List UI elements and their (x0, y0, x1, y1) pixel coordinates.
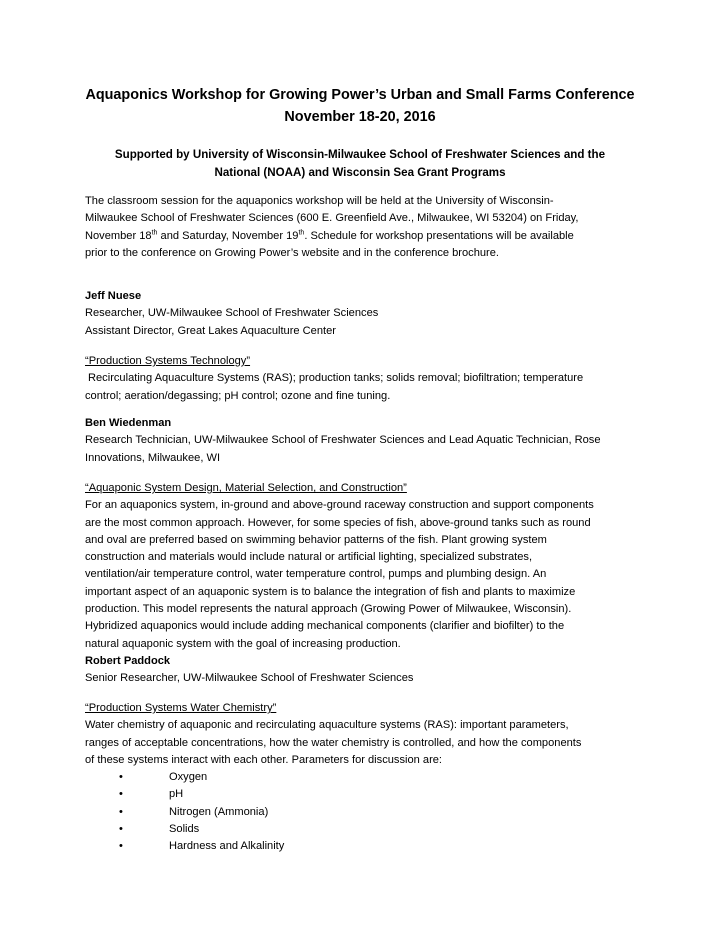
talk-title: “Aquaponic System Design, Material Selection, and Construction” (85, 482, 407, 494)
bullet-icon: • (119, 771, 123, 784)
list-item-label: Nitrogen (Ammonia) (169, 805, 269, 818)
talk-description-line: and oval are preferred based on swimming behavior patterns of the fish. Plant growing system (85, 533, 547, 546)
intro-text: November 18 (85, 229, 152, 242)
speaker-jeff-nuese (85, 288, 645, 340)
list-item (85, 804, 645, 821)
talk-description-line: ventilation/air temperature control, water temperature control, pumps and plumbing design. An (85, 568, 547, 581)
talk-description-line: construction and materials would include natural or artificial lighting, specialized substrates, (85, 551, 533, 564)
document-date: November 18-20, 2016 (284, 109, 436, 125)
list-item-label: Hardness and Alkalinity (169, 840, 285, 853)
talk-description-line: Hybridized aquaponics would include adding mechanical components (clarifier and biofilter) to the (85, 620, 565, 633)
speaker-ben-wiedenman (85, 415, 645, 467)
list-item (85, 838, 645, 855)
support-line-1: Supported by University of Wisconsin-Milwaukee School of Freshwater Sciences and the (114, 148, 606, 161)
speaker-name: Ben Wiedenman (85, 417, 172, 429)
intro-line-3 (85, 228, 645, 245)
speaker-role: Assistant Director, Great Lakes Aquaculture Center (85, 324, 336, 337)
talk-description-line: For an aquaponics system, in-ground and above-ground raceway construction and support components (85, 499, 594, 512)
speaker-name: Robert Paddock (85, 655, 171, 667)
bullet-icon: • (119, 840, 123, 853)
intro-line-1: The classroom session for the aquaponics workshop will be held at the University of Wisconsin- (85, 195, 554, 207)
speaker-role: Senior Researcher, UW-Milwaukee School of Freshwater Sciences (85, 672, 414, 685)
parameter-list (85, 769, 645, 855)
talk-description-line: production. This model represents the natural approach (Growing Power of Milwaukee, Wisconsin). (85, 603, 572, 616)
document-title: Aquaponics Workshop for Growing Power’s Urban and Small Farms Conference (85, 87, 635, 103)
talk-description-line: important aspect of an aquaponic system is to balance the integration of fish and plants to maximize (85, 585, 576, 598)
list-item (85, 786, 645, 803)
talk-description-line: Water chemistry of aquaponic and recirculating aquaculture systems (RAS): important parameters, (85, 719, 569, 732)
intro-line-2: Milwaukee School of Freshwater Sciences (600 E. Greenfield Ave., Milwaukee, WI 53204) on Friday, (85, 212, 579, 225)
list-item-label: pH (169, 788, 184, 801)
talk-title: “Production Systems Technology” (85, 355, 251, 367)
bullet-icon: • (119, 805, 123, 818)
bullet-icon: • (119, 823, 123, 836)
list-item-label: Oxygen (169, 771, 208, 784)
talk-description-line: ranges of acceptable concentrations, how the water chemistry is controlled, and how the components (85, 736, 582, 749)
talk-production-systems-water-chemistry (85, 700, 645, 856)
list-item (85, 769, 645, 786)
ordinal-suffix: th (298, 228, 305, 236)
speaker-role: Innovations, Milwaukee, WI (85, 451, 221, 464)
list-item (85, 821, 645, 838)
speaker-role: Research Technician, UW-Milwaukee School of Freshwater Sciences and Lead Aquatic Technician, Rose (85, 434, 601, 447)
support-statement (70, 146, 650, 182)
ordinal-suffix: th (151, 228, 158, 236)
speaker-role: Researcher, UW-Milwaukee School of Freshwater Sciences (85, 307, 379, 320)
talk-description-line: Recirculating Aquaculture Systems (RAS); production tanks; solids removal; biofiltration; temperature (88, 372, 584, 385)
intro-text: . Schedule for workshop presentations will be available (304, 229, 574, 242)
talk-aquaponic-system-design (85, 480, 645, 653)
talk-title: “Production Systems Water Chemistry” (85, 702, 277, 714)
intro-line-4: prior to the conference on Growing Power’s website and in the conference brochure. (85, 246, 499, 259)
intro-paragraph (85, 193, 645, 262)
talk-description-line: are the most common approach. However, for some species of fish, above-ground tanks such as round (85, 516, 591, 529)
talk-description-line: control; aeration/degassing; pH control; ozone and fine tuning. (85, 389, 391, 402)
speaker-name: Jeff Nuese (85, 290, 142, 302)
talk-description-line: natural aquaponic system with the goal of increasing production. (85, 637, 401, 650)
talk-production-systems-technology (85, 353, 645, 405)
list-item-label: Solids (169, 823, 200, 836)
speaker-robert-paddock (85, 653, 645, 688)
support-line-2: National (NOAA) and Wisconsin Sea Grant Programs (214, 166, 506, 179)
talk-description-line: of these systems interact with each other. Parameters for discussion are: (85, 753, 443, 766)
intro-text: and Saturday, November 19 (157, 229, 299, 242)
bullet-icon: • (119, 788, 123, 801)
